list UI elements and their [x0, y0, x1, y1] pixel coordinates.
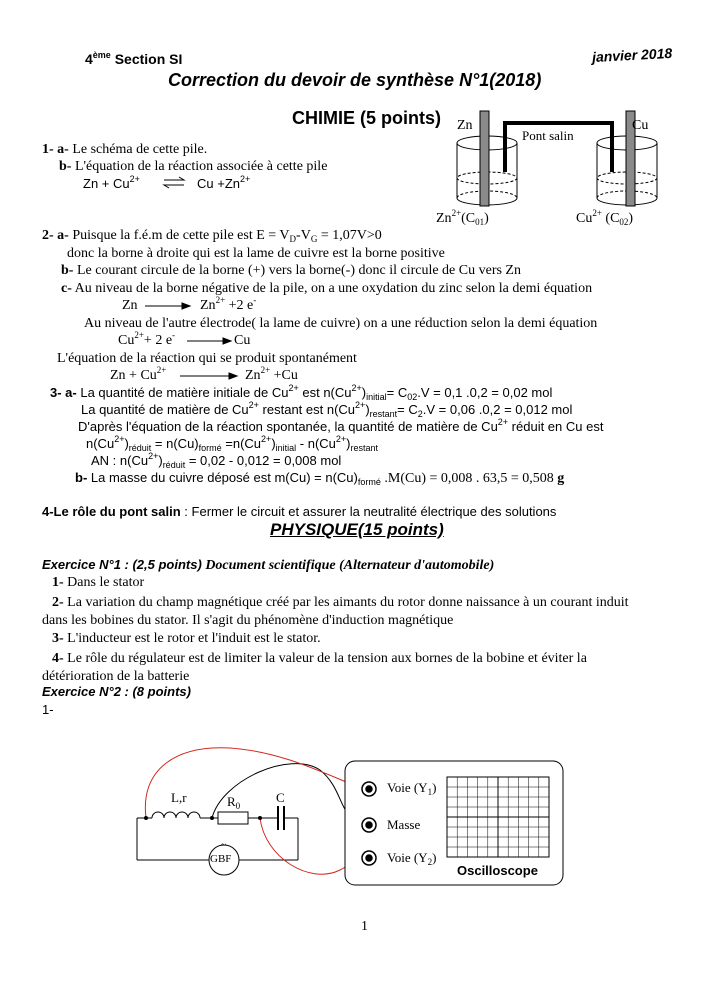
- gbf-label: GBF: [210, 853, 232, 865]
- exercise-1-title: Exercice N°1 : (2,5 points) Document scientifique (Alternateur d'automobile): [42, 557, 495, 573]
- ex1-q4: 4- Le rôle du régulateur est de limiter la valeur de la tension aux bornes de la bobine et éviter la: [52, 651, 587, 666]
- q2a-line2: donc la borne à droite qui est la lame de cuivre est la borne positive: [67, 246, 445, 261]
- q2c: c- Au niveau de la borne négative de la pile, on a une oxydation du zinc selon la demi équation: [61, 281, 593, 296]
- equation-1-right: $Cu +Zn^{2+}$: [197, 174, 251, 191]
- cu-electrode-label: Cu: [632, 118, 649, 133]
- q3a-line3: D'après l'équation de la réaction spontanée, la quantité de matière de $Cu^{2+}$ réduit en Cu est: [78, 417, 604, 434]
- q3a-line2: La quantité de matière de $Cu^{2+}$ restant est $n(Cu^{2+})_{restant}= C_2.V = 0,06$ .0,2 = 0,012 mol: [81, 400, 573, 419]
- half-equation-cu-right: Cu: [234, 333, 251, 348]
- voie-y1-label: Voie $(Y_1)$: [387, 780, 437, 797]
- q1b: b- L'équation de la réaction associée à cette pile: [59, 159, 328, 174]
- zn-electrode-label: Zn: [457, 118, 473, 133]
- zn-solution-label: $Zn^{2+}(C_{01})$: [436, 208, 489, 227]
- voie-y2-label: Voie $(Y_2)$: [387, 850, 437, 867]
- ac-symbol-icon: ~: [221, 840, 227, 851]
- oscilloscope-label: Oscilloscope: [457, 863, 538, 878]
- half-equation-cu-left: $Cu^{2+}+ 2$ e-: [118, 330, 176, 348]
- coil-symbol: [152, 812, 200, 818]
- salt-bridge-label: Pont salin: [522, 128, 574, 143]
- class-label: 4ème Section SI: [85, 50, 183, 67]
- half-equation-zn-left: Zn: [122, 298, 138, 313]
- q3a: 3- a- La quantité de matière initiale de $Cu^{2+}$ est $n(Cu^{2+})_{initial}= C_{02}.V = 0,1$ .0,2 = 0,02 mol: [50, 383, 553, 402]
- date-stamp: janvier 2018: [591, 44, 673, 66]
- capacitor-label: C: [276, 790, 285, 805]
- q3b: b- La masse du cuivre déposé est $m(Cu) = n(Cu)_{formé}$ .M(Cu) = 0,008 . 63,5 = 0,508 g: [75, 470, 565, 487]
- q1a: 1- a- Le schéma de cette pile.: [42, 142, 208, 157]
- ex1-q2: 2- La variation du champ magnétique créé par les aimants du rotor donne naissance à un courant induit: [52, 595, 629, 610]
- ex1-q3: 3- L'inducteur est le rotor et l'induit est le stator.: [52, 631, 321, 646]
- q2a: 2- a- Puisque la f.é.m de cette pile est $E = V_D-V_G = 1,07V>0$: [42, 228, 382, 244]
- page-title: Correction du devoir de synthèse N°1(2018): [168, 70, 542, 90]
- r0-label: $R_0$: [227, 794, 241, 811]
- q2b: b- Le courant circule de la borne (+) vers la borne(-) donc il circule de Cu vers Zn: [61, 263, 521, 278]
- half-equation-zn-right: $Zn^{2+} +2$ e-: [200, 295, 257, 313]
- ex1-q1: 1- Dans le stator: [52, 575, 145, 590]
- equation-1-left: $Zn + Cu^{2+}$: [83, 174, 140, 191]
- spontaneous-left: $Zn + Cu^{2+}$: [110, 365, 167, 383]
- chimie-heading: CHIMIE (5 points): [292, 108, 441, 128]
- q3a-line5: AN : $n(Cu^{2+})_{réduit} = 0,02 - 0,012 = 0,008$ mol: [91, 451, 342, 470]
- spontaneous-right: $Zn^{2+} +Cu$: [245, 365, 298, 383]
- masse-label: Masse: [387, 817, 421, 832]
- ex2-q1: 1-: [42, 702, 54, 717]
- ex1-q4-line2: détérioration de la batterie: [42, 669, 190, 684]
- exercise-2-title: Exercice N°2 : (8 points): [42, 684, 191, 699]
- q3a-line4: $n(Cu^{2+})_{réduit} = n(Cu)_{formé} =n(Cu^{2+})_{initial} - n(Cu^{2+})_{restant}$: [86, 434, 379, 453]
- resistor-r0: [218, 812, 248, 824]
- q4: 4-Le rôle du pont salin : Fermer le circuit et assurer la neutralité électrique des solutions: [42, 504, 557, 519]
- coil-label: L,r: [171, 790, 187, 805]
- page-number: 1: [361, 919, 368, 934]
- spontaneous-intro: L'équation de la réaction qui se produit spontanément: [57, 351, 357, 366]
- ex1-q2-line2: dans les bobines du stator. Il s'agit du phénomène d'induction magnétique: [42, 613, 454, 628]
- cu-solution-label: $Cu^{2+}$ $(C_{02})$: [576, 208, 634, 227]
- q2c-line2: Au niveau de l'autre électrode( la lame de cuivre) on a une réduction selon la demi équation: [84, 316, 598, 331]
- physique-heading: PHYSIQUE(15 points): [270, 520, 444, 539]
